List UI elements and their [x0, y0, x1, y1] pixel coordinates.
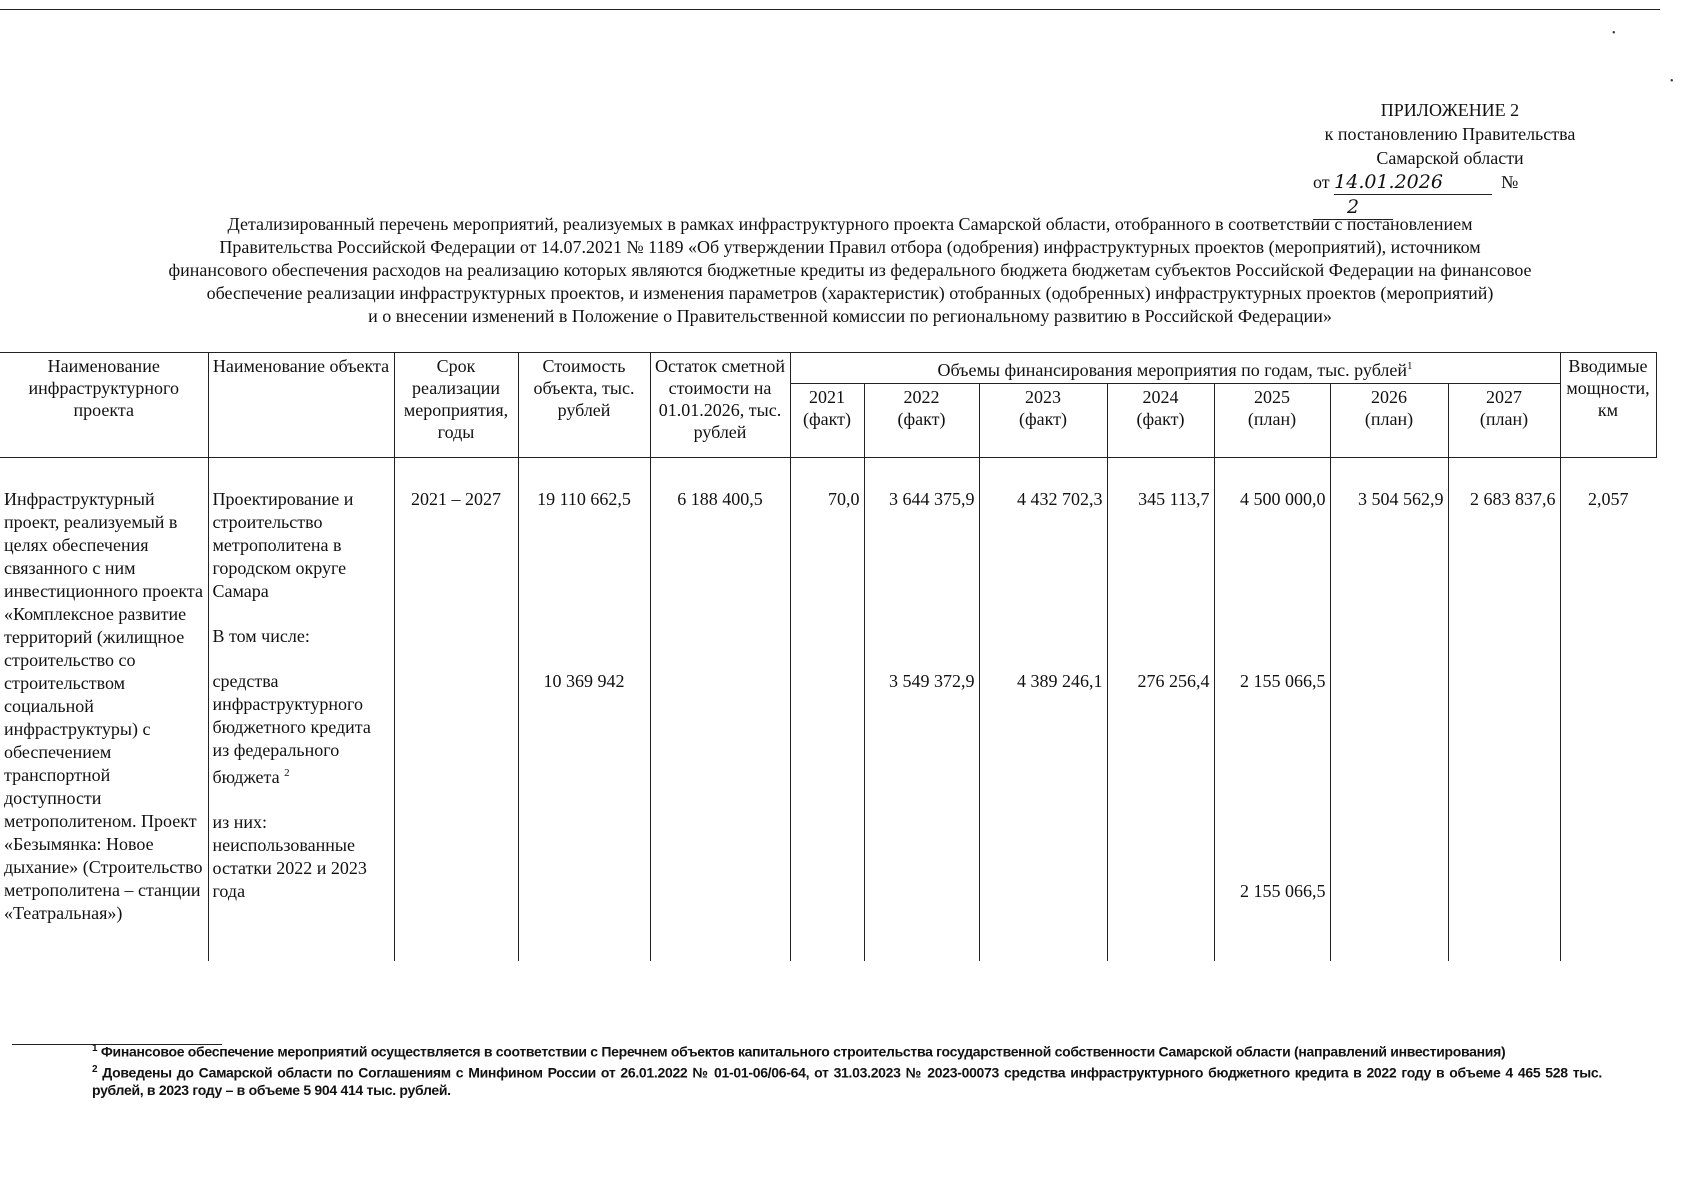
year-label: 2024: [1142, 387, 1179, 407]
header-term: Срок реализации мероприятия, годы: [394, 353, 518, 458]
year-kind: (факт): [1018, 409, 1067, 429]
appendix-line-1: к постановлению Правительства: [1324, 124, 1576, 144]
value-2022: 3 644 375,9: [864, 488, 979, 603]
value-2022: 3 549 372,9: [864, 648, 979, 789]
cost-cell: 10 369 942: [518, 648, 650, 789]
header-year-2026: [1330, 384, 1448, 458]
appendix-line-2: Самарской области: [1376, 148, 1524, 168]
footnote-mark: 2: [92, 1063, 98, 1075]
value-2025: 2 155 066,5: [1214, 789, 1330, 961]
header-financing-label: Объемы финансирования мероприятия по годам, тыс. рублей: [937, 360, 1408, 380]
footnote-ref-2: 2: [284, 767, 290, 779]
term-cell: 2021 – 2027: [394, 488, 518, 603]
value-2025: 2 155 066,5: [1214, 648, 1330, 789]
heading-line: финансового обеспечения расходов на реализацию которых являются бюджетные кредиты из федерального бюджета бюджетам субъектов Российской Федерации на финансовое: [168, 260, 1532, 280]
heading-line: Детализированный перечень мероприятий, реализуемых в рамках инфраструктурного проекта Самарской области, отобранного в соответствии с постановлением: [227, 214, 1473, 234]
object-cell: В том числе:: [208, 603, 394, 648]
footnote-ref-1: 1: [1407, 360, 1413, 372]
scan-top-edge: [0, 9, 1660, 10]
year-kind: (план): [1479, 409, 1529, 429]
value-2024: 276 256,4: [1107, 648, 1214, 789]
value-2025: 4 500 000,0: [1214, 488, 1330, 603]
year-label: 2027: [1486, 387, 1522, 407]
header-year-2027: [1448, 384, 1560, 458]
document-heading: [40, 213, 1660, 328]
object-cell: [208, 648, 394, 789]
year-label: 2023: [1025, 387, 1061, 407]
year-kind: (факт): [1136, 409, 1185, 429]
cost-cell: 19 110 662,5: [518, 488, 650, 603]
header-year-2022: [864, 384, 979, 458]
header-financing: [790, 353, 1560, 384]
object-text: средства инфраструктурного бюджетного кредита из федерального бюджета: [212, 671, 371, 787]
date-value: 14.01.2026: [1334, 170, 1492, 195]
heading-line: и о внесении изменений в Положение о Правительственной комиссии по региональному развитию в Российской Федерации»: [368, 306, 1332, 326]
year-label: 2025: [1254, 387, 1290, 407]
scan-dot: •: [1670, 76, 1674, 87]
year-label: 2022: [903, 387, 940, 407]
year-label: 2021: [809, 387, 845, 407]
footnote-2: [92, 1061, 1602, 1100]
value-2023: 4 389 246,1: [979, 648, 1107, 789]
header-project: Наименование инфраструктурного проекта: [0, 353, 208, 458]
year-kind: (план): [1364, 409, 1414, 429]
date-prefix: от: [1313, 172, 1330, 192]
appendix-title: ПРИЛОЖЕНИЕ 2: [1380, 100, 1520, 120]
value-2021: 70,0: [790, 488, 864, 603]
footnotes: [92, 1040, 1602, 1099]
footnote-text: Финансовое обеспечение мероприятий осуществляется в соответствии с Перечнем объектов капитального строительства государственной собственности Самарской области (направлений инвестирования): [100, 1043, 1506, 1060]
value-2027: 2 683 837,6: [1448, 488, 1560, 603]
header-year-2024: [1107, 384, 1214, 458]
header-cost: Стоимость объекта, тыс. рублей: [518, 353, 650, 458]
year-label: 2026: [1371, 387, 1407, 407]
heading-line: Правительства Российской Федерации от 14.07.2021 № 1189 «Об утверждении Правил отбора (одобрения) инфраструктурных проектов (мероприятий), источником: [219, 237, 1481, 257]
header-capacity: Вводимые мощности, км: [1560, 353, 1656, 458]
table-row: [0, 488, 1656, 603]
header-year-2021: [790, 384, 864, 458]
measures-table: [0, 352, 1657, 961]
table-row: [0, 648, 1656, 789]
footnote-1: [92, 1040, 1602, 1061]
value-2024: 345 113,7: [1107, 488, 1214, 603]
table-row: [0, 603, 1656, 648]
header-gap-row: [0, 458, 1656, 489]
footnote-text: Доведены до Самарской области по Соглашениям с Минфином России от 26.01.2022 № 01-01-06/06-64, от 31.03.2023 № 2023-00073 средства инфраструктурного бюджетного кредита в 2022 году в объеме 4 465 528 тыс. рублей, в 2023 году – в объеме 5 904 414 тыс. рублей.: [92, 1064, 1603, 1099]
appendix-block: [1300, 98, 1600, 220]
year-kind: (факт): [897, 409, 946, 429]
value-2023: 4 432 702,3: [979, 488, 1107, 603]
header-object: Наименование объекта: [208, 353, 394, 458]
project-name-cell: Инфраструктурный проект, реализуемый в целях обеспечения связанного с ним инвестиционного проекта «Комплексное развитие территорий (жилищное строительство со строительством социальной инфраструктуры) с обеспечением транспортной доступности метрополитеном. Проект «Безымянка: Новое дыхание» (Строительство метрополитена – станции «Театральная»): [4, 489, 203, 923]
value-2026: 3 504 562,9: [1330, 488, 1448, 603]
heading-line: обеспечение реализации инфраструктурных проектов, и изменения параметров (характеристик) отобранных (одобренных) инфраструктурных проектов (мероприятий): [206, 283, 1494, 303]
object-cell: Проектирование и строительство метрополитена в городском округе Самара: [208, 488, 394, 603]
year-kind: (факт): [802, 409, 851, 429]
number-prefix: №: [1501, 172, 1519, 192]
year-kind: (план): [1247, 409, 1297, 429]
header-year-2025: [1214, 384, 1330, 458]
scan-mark: •: [1612, 28, 1616, 39]
header-remainder: Остаток сметной стоимости на 01.01.2026, тыс. рублей: [650, 353, 790, 458]
footnote-mark: 1: [92, 1043, 98, 1054]
header-year-2023: [979, 384, 1107, 458]
remainder-cell: 6 188 400,5: [650, 488, 790, 603]
object-cell: из них: неиспользованные остатки 2022 и 2023 года: [208, 789, 394, 961]
number-value: 2: [1313, 195, 1393, 220]
capacity-cell: 2,057: [1560, 488, 1656, 603]
table-row: [0, 789, 1656, 961]
